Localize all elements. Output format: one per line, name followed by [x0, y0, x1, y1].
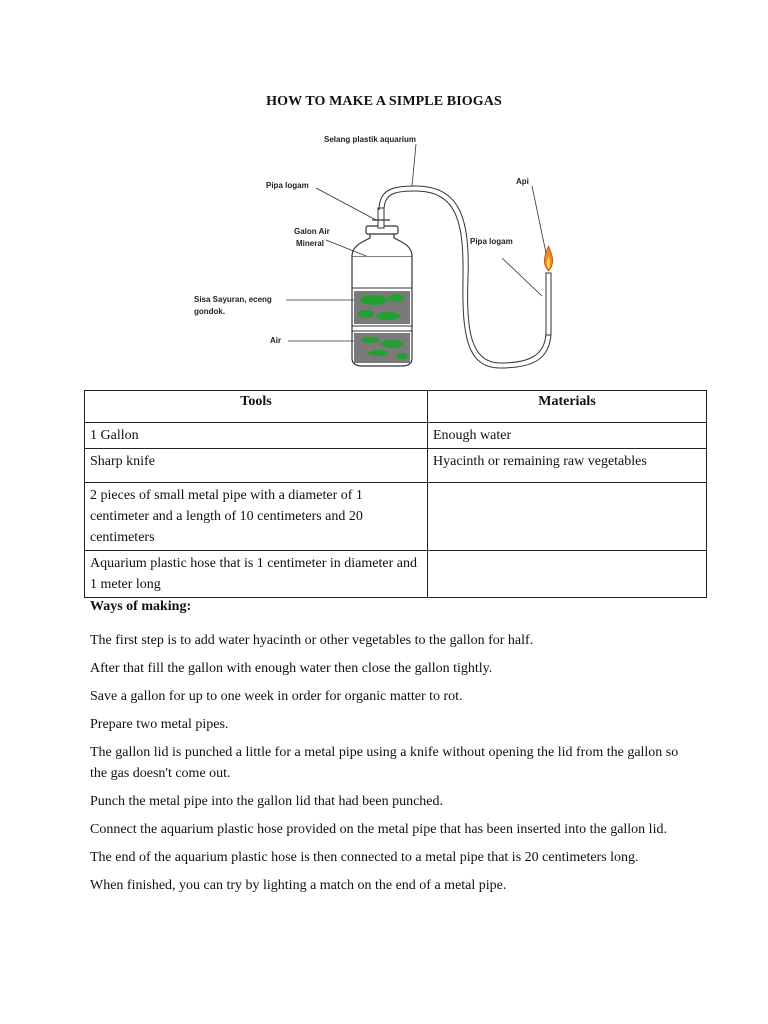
label-gallon-2: Mineral — [296, 239, 325, 248]
label-gallon-1: Galon Air — [294, 227, 330, 236]
step-paragraph: Connect the aquarium plastic hose provided on the metal pipe that has been inserted into the gallon lid. — [90, 822, 667, 837]
header-tools: Tools — [85, 391, 428, 423]
label-vegetables-1: Sisa Sayuran, eceng — [194, 295, 272, 304]
page-title: HOW TO MAKE A SIMPLE BIOGAS — [266, 94, 502, 109]
burner-pipe — [544, 246, 552, 335]
label-water: Air — [270, 336, 282, 345]
label-pipe-top: Pipa logam — [266, 181, 309, 190]
gallon-illustration — [352, 226, 412, 366]
step-paragraph: When finished, you can try by lighting a match on the end of a metal pipe. — [90, 878, 507, 893]
table-cell — [428, 483, 707, 551]
header-materials: Materials — [428, 391, 707, 423]
table-row — [85, 423, 707, 449]
table-row — [85, 551, 707, 598]
step-paragraph: The gallon lid is punched a little for a metal pipe using a knife without opening the lid from the gallon so the gas doesn't come out. — [90, 745, 679, 781]
step-paragraph: Save a gallon for up to one week in order for organic matter to rot. — [90, 689, 463, 704]
table-row — [85, 483, 707, 551]
step-paragraph: Prepare two metal pipes. — [90, 717, 229, 732]
ways-heading: Ways of making: — [90, 599, 192, 614]
table-header-row — [85, 391, 707, 423]
tools-materials-table — [84, 390, 707, 598]
label-pipe-right: Pipa logam — [470, 237, 513, 246]
table-cell: Hyacinth or remaining raw vegetables — [428, 449, 707, 483]
lid-pipe — [372, 208, 390, 228]
steps-list — [90, 630, 680, 896]
table-row — [85, 449, 707, 483]
label-hose: Selang plastik aquarium — [324, 135, 417, 144]
table-cell: Aquarium plastic hose that is 1 centimeter in diameter and 1 meter long — [85, 551, 428, 598]
label-vegetables-2: gondok. — [194, 307, 226, 316]
step-paragraph: After that fill the gallon with enough water then close the gallon tightly. — [90, 661, 493, 676]
table-cell: Sharp knife — [85, 449, 428, 483]
label-fire: Api — [516, 177, 529, 186]
step-paragraph: The end of the aquarium plastic hose is then connected to a metal pipe that is 20 centimeters long. — [90, 850, 639, 865]
biogas-diagram — [180, 128, 580, 378]
step-paragraph: The first step is to add water hyacinth or other vegetables to the gallon for half. — [90, 633, 534, 648]
table-cell — [428, 551, 707, 598]
step-paragraph: Punch the metal pipe into the gallon lid that had been punched. — [90, 794, 444, 809]
table-cell: 2 pieces of small metal pipe with a diameter of 1 centimeter and a length of 10 centimeters and 20 centimeters — [85, 483, 428, 551]
table-cell: Enough water — [428, 423, 707, 449]
table-cell: 1 Gallon — [85, 423, 428, 449]
